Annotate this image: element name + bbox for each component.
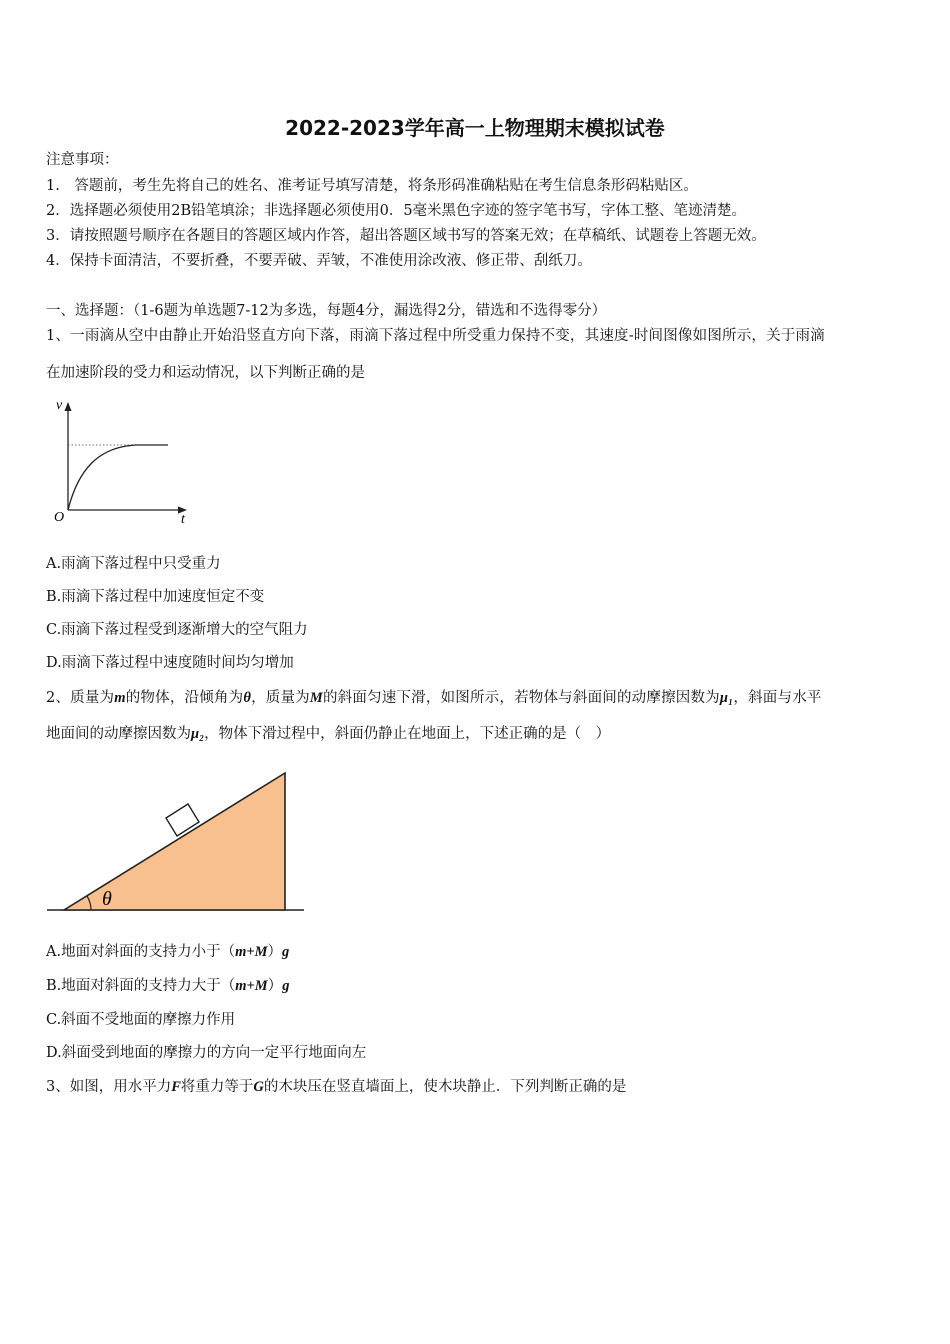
q2-text: 2、质量为 <box>46 690 115 706</box>
q2-text: ，物体下滑过程中，斜面仍静止在地面上，下述正确的是（ ） <box>204 726 611 742</box>
q2-opt-text: B.地面对斜面的支持力大于（ <box>46 978 236 994</box>
q2-text: 的斜面匀速下滑，如图所示，若物体与斜面间的动摩擦因数为 <box>322 690 720 706</box>
q2-stem-line2 <box>46 724 610 744</box>
incline-wedge <box>64 773 285 910</box>
q2-stem-line1 <box>46 688 906 708</box>
q3-text: 将重力等于 <box>180 1079 254 1095</box>
q2-opt-mass: m+M <box>235 978 268 994</box>
notice-item-2: 2．选择题必须使用2B铅笔填涂；非选择题必须使用0．5毫米黑色字迹的签字笔书写，字体工整、笔迹清楚。 <box>46 203 747 219</box>
page-title: 2022-2023学年高一上物理期末模拟试卷 <box>285 116 665 140</box>
section-heading: 一、选择题：（1-6题为单选题7-12为多选，每题4分，漏选得2分，错选和不选得零分） <box>46 303 607 319</box>
q2-option-a <box>46 942 289 962</box>
q2-var-theta: θ <box>243 690 252 706</box>
notice-item-1: 1. 答题前，考生先将自己的姓名、准考证号填写清楚，将条形码准确粘贴在考生信息条形码粘贴区。 <box>46 178 698 194</box>
angle-label: θ <box>102 888 112 910</box>
notice-item-4: 4．保持卡面清洁，不要折叠，不要弄破、弄皱，不准使用涂改液、修正带、刮纸刀。 <box>46 253 592 269</box>
q3-var-G: G <box>253 1079 264 1095</box>
q2-var-m: m <box>114 690 126 706</box>
q2-opt-text: ） <box>267 978 283 994</box>
q2-opt-mass: m+M <box>235 944 268 960</box>
velocity-curve <box>68 445 168 510</box>
t-axis-label: t <box>181 512 185 527</box>
q2-text: ，质量为 <box>251 690 310 706</box>
q2-text: 地面间的动摩擦因数为 <box>46 726 191 742</box>
q3-text: 3、如图，用水平力 <box>46 1079 172 1095</box>
q1-option-d: D.雨滴下落过程中速度随时间均匀增加 <box>46 655 294 671</box>
q2-opt-g: g <box>282 944 290 960</box>
q1-option-c: C.雨滴下落过程受到逐渐增大的空气阻力 <box>46 622 308 638</box>
q2-option-b <box>46 976 289 996</box>
q2-var-mu2: μ₂ <box>191 726 205 742</box>
q2-opt-text: A.地面对斜面的支持力小于（ <box>46 944 236 960</box>
q3-text: 的木块压在竖直墙面上，使木块静止．下列判断正确的是 <box>263 1079 627 1095</box>
q2-option-c: C.斜面不受地面的摩擦力作用 <box>46 1012 236 1028</box>
q1-stem-line1: 1、一雨滴从空中由静止开始沿竖直方向下落，雨滴下落过程中所受重力保持不变，其速度-时间图像如图所示，关于雨滴 <box>46 328 825 344</box>
q1-option-b: B.雨滴下落过程中加速度恒定不变 <box>46 589 265 605</box>
q2-text: ，斜面与水平 <box>733 690 822 706</box>
q2-var-mu1: μ₁ <box>719 690 734 706</box>
velocity-time-graph <box>46 395 196 530</box>
notice-item-3: 3．请按照题号顺序在各题目的答题区域内作答，超出答题区域书写的答案无效；在草稿纸、试题卷上答题无效。 <box>46 228 766 244</box>
origin-label: O <box>54 510 65 525</box>
q1-stem-line2: 在加速阶段的受力和运动情况，以下判断正确的是 <box>46 365 365 381</box>
q2-option-d: D.斜面受到地面的摩擦力的方向一定平行地面向左 <box>46 1045 367 1061</box>
q1-option-a: A.雨滴下落过程中只受重力 <box>46 556 221 572</box>
v-axis-label: v <box>56 398 63 413</box>
q2-opt-g: g <box>282 978 290 994</box>
q2-var-M: M <box>309 690 323 706</box>
q2-opt-text: ） <box>267 944 283 960</box>
notice-heading: 注意事项： <box>46 152 119 168</box>
q2-text: 的物体，沿倾角为 <box>125 690 244 706</box>
incline-diagram <box>44 765 314 920</box>
q3-stem <box>46 1077 626 1097</box>
q3-var-F: F <box>171 1079 181 1095</box>
